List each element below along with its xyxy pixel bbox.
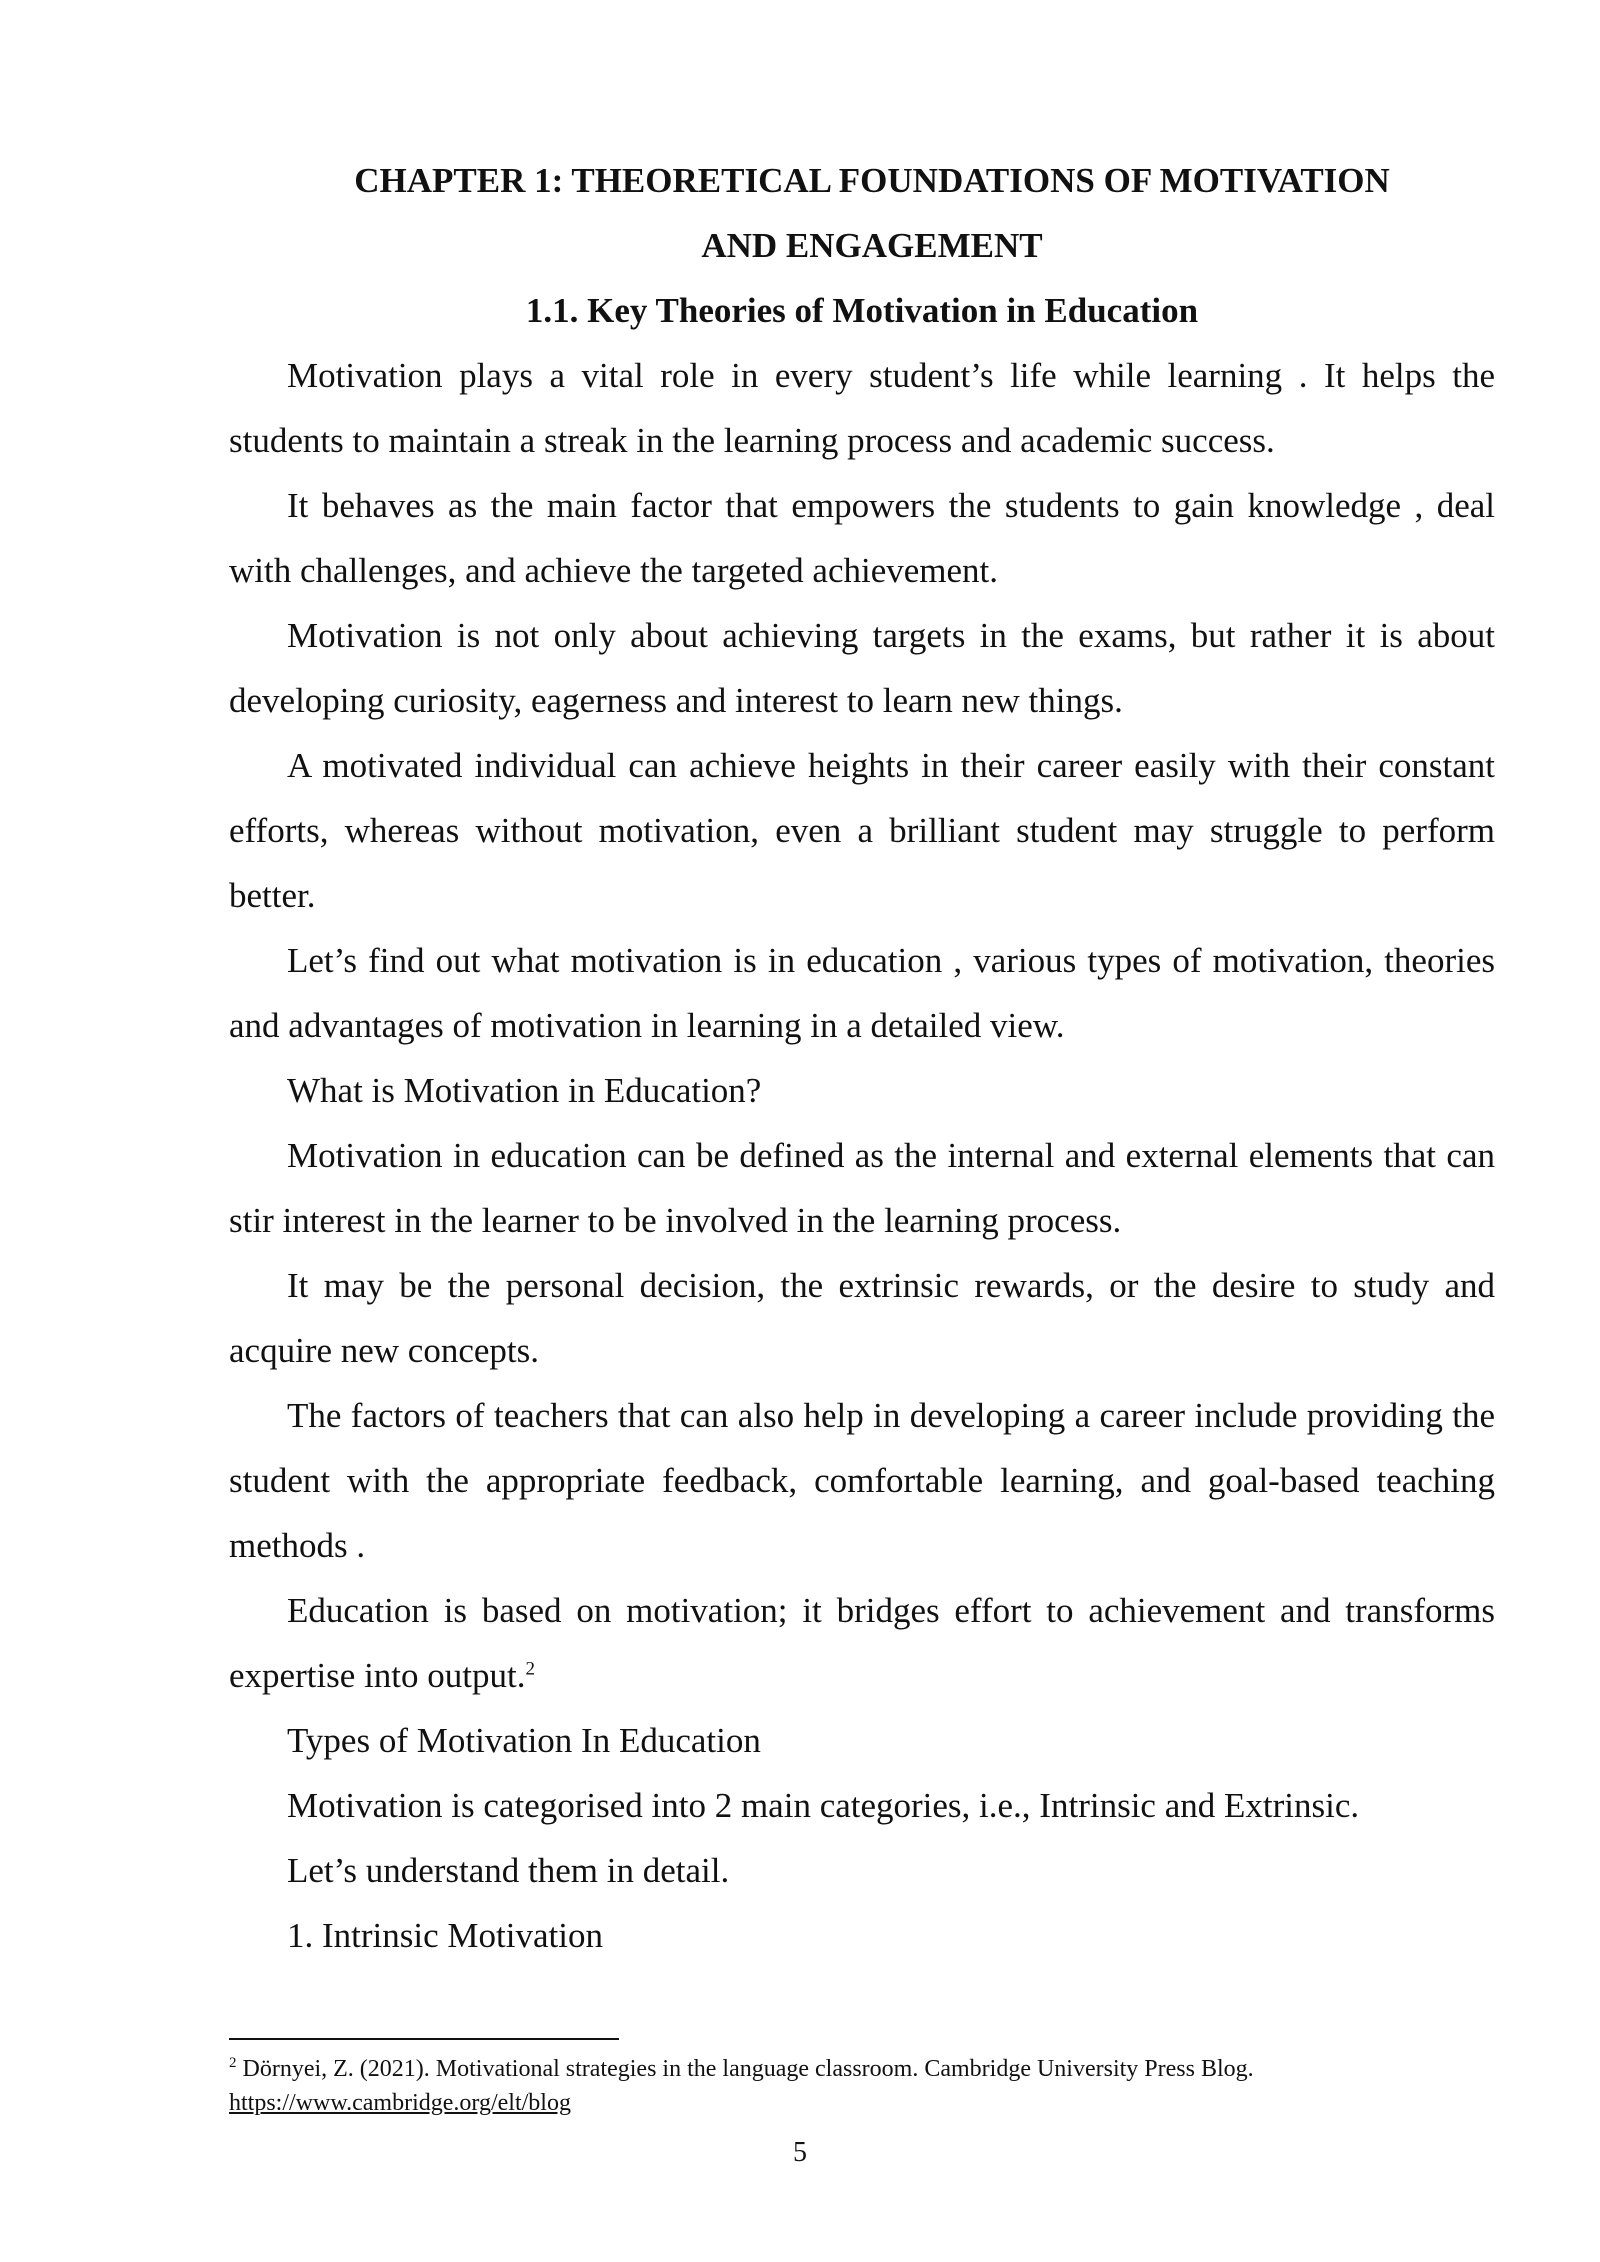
- paragraph: Motivation is categorised into 2 main categories, i.e., Intrinsic and Extrinsic.: [287, 1786, 1360, 1825]
- paragraph: Motivation in education can be defined as the internal and external elements that can stir interest in the learner to be involved in the learning process.: [229, 1136, 1495, 1240]
- footnote-reference[interactable]: 2: [525, 1658, 535, 1680]
- paragraph-text: Education is based on motivation; it bridges effort to achievement and transforms expertise into output.: [229, 1591, 1495, 1695]
- page-number: 5: [793, 2137, 807, 2168]
- footnote-link[interactable]: https://www.cambridge.org/elt/blog: [229, 2090, 571, 2116]
- chapter-title-line-2: AND ENGAGEMENT: [701, 226, 1043, 265]
- footnote-marker: 2: [229, 2055, 237, 2071]
- subheading-what-is-motivation: What is Motivation in Education?: [287, 1071, 762, 1110]
- list-item-intrinsic-motivation: 1. Intrinsic Motivation: [287, 1916, 603, 1955]
- subheading-types-of-motivation: Types of Motivation In Education: [287, 1721, 761, 1760]
- paragraph: It behaves as the main factor that empowers the students to gain knowledge , deal with challenges, and achieve the targeted achievement.: [229, 486, 1495, 590]
- paragraph: The factors of teachers that can also help in developing a career include providing the student with the appropriate feedback, comfortable learning, and goal-based teaching methods .: [229, 1396, 1495, 1565]
- paragraph-with-footnote: [229, 1578, 1495, 1708]
- paragraph: Motivation plays a vital role in every student’s life while learning . It helps the students to maintain a streak in the learning process and academic success.: [229, 356, 1495, 460]
- footnote-separator: [229, 2038, 619, 2040]
- section-title: 1.1. Key Theories of Motivation in Education: [525, 291, 1199, 330]
- footnote-text: Dörnyei, Z. (2021). Motivational strategies in the language classroom. Cambridge University Press Blog.: [236, 2056, 1254, 2082]
- page-body: [229, 148, 1495, 1968]
- chapter-title: [229, 148, 1495, 278]
- paragraph: It may be the personal decision, the extrinsic rewards, or the desire to study and acquire new concepts.: [229, 1266, 1495, 1370]
- footnote: [229, 2052, 1495, 2120]
- chapter-title-line-1: CHAPTER 1: THEORETICAL FOUNDATIONS OF MOTIVATION: [354, 161, 1390, 200]
- paragraph: Let’s find out what motivation is in education , various types of motivation, theories and advantages of motivation in learning in a detailed view.: [229, 941, 1495, 1045]
- paragraph: A motivated individual can achieve heights in their career easily with their constant efforts, whereas without motivation, even a brilliant student may struggle to perform better.: [229, 746, 1495, 915]
- paragraph: Let’s understand them in detail.: [287, 1851, 730, 1890]
- paragraph: Motivation is not only about achieving targets in the exams, but rather it is about developing curiosity, eagerness and interest to learn new things.: [229, 616, 1495, 720]
